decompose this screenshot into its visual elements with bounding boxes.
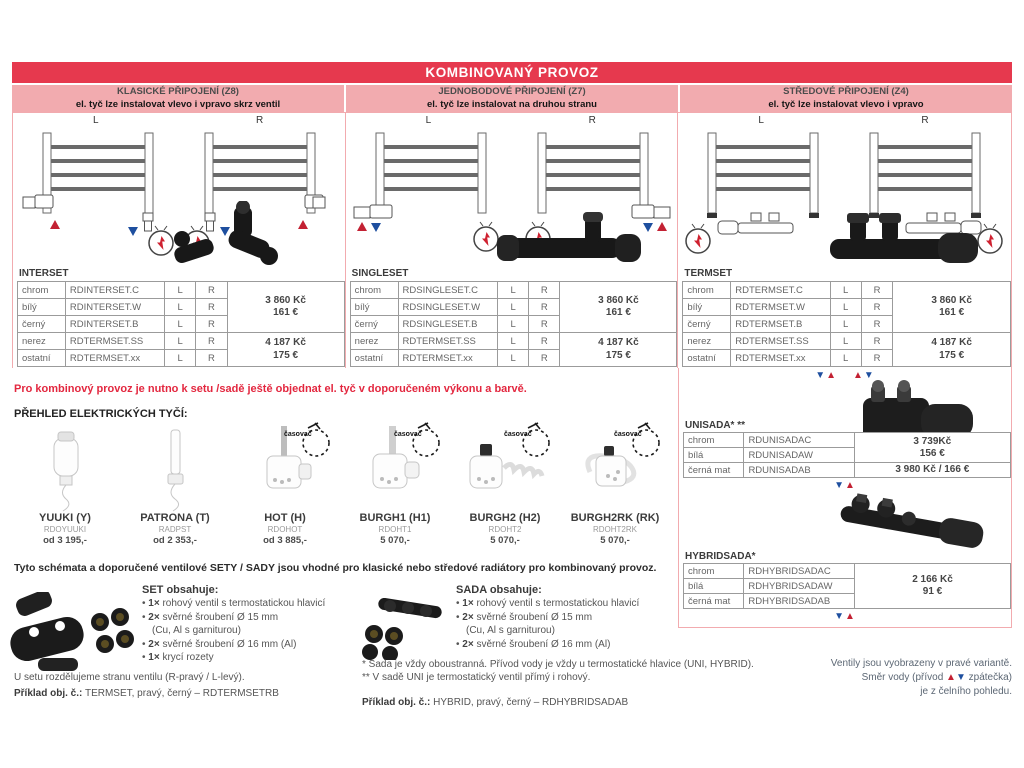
price-kc: 4 187 Kč — [931, 337, 972, 348]
item-qty: 1× — [148, 652, 160, 663]
flow-up-icon: ▲ — [946, 672, 956, 683]
left-variant-cell: L — [830, 316, 861, 333]
price-kc: 3 860 Kč — [598, 294, 639, 306]
code-cell: RDUNISADAB — [744, 463, 854, 478]
sada-contains-heading: SADA obsahuje: — [456, 584, 542, 596]
color-cell: ostatní — [683, 350, 731, 367]
color-cell: bílý — [18, 299, 66, 316]
item-text: krycí rozety — [162, 652, 214, 663]
rod-code: RDOHT2 — [488, 525, 522, 534]
color-cell: chrom — [684, 433, 744, 448]
column-header-singlepoint — [346, 85, 678, 112]
timer-label: časovač — [504, 431, 532, 438]
footnote-uni: ** V sadě UNI je termostatický ventil přímý i rohový. — [362, 672, 591, 683]
code-cell: RDHYBRIDSADAC — [744, 564, 855, 579]
left-variant-cell: L — [165, 350, 196, 367]
table-row — [683, 333, 1011, 350]
note-line2-pre: Směr vody (přívod — [861, 672, 947, 683]
list-item: • 2× svěrné šroubení Ø 15 mm — [142, 611, 279, 623]
list-item-continuation: (Cu, Al s garniturou) — [466, 625, 555, 636]
code-cell: RDTERMSET.SS — [731, 333, 830, 350]
right-variant-cell: R — [861, 282, 892, 299]
left-variant-cell: L — [498, 316, 529, 333]
right-variant-cell: R — [861, 316, 892, 333]
right-variant-cell: R — [196, 316, 227, 333]
table-row — [18, 282, 345, 299]
note-line2 — [782, 671, 1012, 685]
code-cell: RDTERMSET.SS — [65, 333, 164, 350]
example-label: Příklad obj. č.: — [362, 697, 431, 708]
flow-up-icon: ▲ — [853, 370, 864, 381]
column-subtitle: el. tyč lze instalovat na druhou stranu — [427, 98, 597, 110]
item-text: svěrné šroubení Ø 16 mm (Al) — [476, 638, 611, 650]
color-cell: ostatní — [18, 350, 66, 367]
code-cell: RDTERMSET.W — [731, 299, 830, 316]
table-row — [350, 333, 677, 350]
color-cell: bílý — [683, 299, 731, 316]
price-eur: 161 € — [939, 307, 965, 318]
price-cell — [560, 333, 677, 367]
column-subtitle: el. tyč lze instalovat vlevo i vpravo skrz ventil — [75, 98, 281, 110]
column-singlepoint — [346, 113, 679, 368]
left-variant-cell: L — [830, 350, 861, 367]
left-variant-cell: L — [830, 299, 861, 316]
diagram-left-label: L — [758, 115, 764, 126]
left-variant-cell: L — [165, 333, 196, 350]
price-cell — [560, 282, 677, 333]
footnote-sada: * Sada je vždy oboustranná. Přívod vody je vždy u termostatické hlavice (UNI, HYBRID). — [362, 659, 754, 670]
column-header-classic — [12, 85, 344, 112]
code-cell: RDINTERSET.C — [65, 282, 164, 299]
color-cell: černý — [18, 316, 66, 333]
termset-table — [682, 281, 1011, 367]
list-item: • 2× svěrné šroubení Ø 16 mm (Al) — [456, 638, 611, 650]
code-cell: RDINTERSET.B — [65, 316, 164, 333]
rod-name: HOT (H) — [264, 512, 306, 524]
rod-burgh1 — [340, 420, 450, 560]
price-kc: 2 166 Kč — [912, 574, 953, 585]
left-variant-cell: L — [498, 299, 529, 316]
rod-code: RDOHOT — [267, 525, 303, 534]
code-cell: RDTERMSET.xx — [398, 350, 498, 367]
color-cell: bílá — [684, 579, 744, 594]
rod-photo — [30, 420, 100, 512]
rod-price: 5 070,- — [490, 535, 520, 546]
item-qty: 1× — [148, 598, 160, 609]
rod-photo — [140, 420, 210, 512]
diagram-left-label: L — [425, 115, 432, 126]
rod-code: RDOHT1 — [378, 525, 412, 534]
flow-down-icon: ▼ — [815, 370, 827, 381]
code-cell: RDTERMSET.SS — [398, 333, 498, 350]
example-order-hybrid — [362, 697, 628, 708]
timer-icon — [394, 418, 448, 462]
color-cell: bílá — [684, 448, 744, 463]
left-variant-cell: L — [830, 282, 861, 299]
note-line3: je z čelního pohledu. — [920, 686, 1012, 697]
code-cell: RDTERMSET.xx — [65, 350, 164, 367]
price-cell — [893, 333, 1011, 367]
price-kc: 4 187 Kč — [265, 337, 306, 348]
rods-heading: PŘEHLED ELEKTRICKÝCH TYČÍ: — [14, 408, 188, 420]
list-item-continuation: (Cu, Al s garniturou) — [152, 625, 241, 636]
flow-up-icon: ▲ — [845, 480, 856, 491]
rod-code: RDOHT2RK — [592, 525, 637, 534]
combined-operation-note: Pro kombinový provoz je nutno k setu /sadě ještě objednat el. tyč v doporučeném výkonu a barvě. — [14, 383, 527, 395]
color-cell: bílý — [350, 299, 398, 316]
color-cell: nerez — [683, 333, 731, 350]
column-title: JEDNOBODOVÉ PŘIPOJENÍ (Z7) — [438, 86, 586, 98]
singleset-table — [350, 281, 678, 367]
timer-icon — [614, 418, 668, 462]
page-title: KOMBINOVANÝ PROVOZ — [12, 62, 1012, 83]
item-text: svěrné šroubení Ø 15 mm — [476, 611, 593, 623]
price-kc: 4 187 Kč — [598, 337, 639, 348]
list-item: • 2× svěrné šroubení Ø 16 mm (Al) — [142, 638, 297, 650]
left-variant-cell: L — [165, 316, 196, 333]
color-cell: černý — [683, 316, 731, 333]
flow-down-icon: ▼ — [834, 611, 845, 622]
rod-burgh2rk — [560, 420, 670, 560]
price-cell: 3 980 Kč / 166 € — [854, 463, 1010, 478]
right-variant-cell: R — [529, 299, 560, 316]
code-cell: RDSINGLESET.B — [398, 316, 498, 333]
column-classic — [13, 113, 346, 368]
electric-rods-row — [10, 420, 674, 560]
right-variant-cell: R — [196, 299, 227, 316]
code-cell: RDTERMSET.C — [731, 282, 830, 299]
schema-note: Tyto schémata a doporučené ventilové SETY / SADY jsou vhodné pro klasické nebo středové radiátory pro kombinovaný provoz. — [14, 562, 657, 574]
list-item: • 2× svěrné šroubení Ø 15 mm — [456, 611, 593, 623]
price-kc: 3 860 Kč — [931, 294, 972, 306]
note-line1: Ventily jsou vyobrazeny v pravé variantě. — [830, 658, 1012, 669]
column-header-central — [680, 85, 1012, 112]
color-cell: chrom — [683, 282, 731, 299]
set-name-singleset: SINGLESET — [351, 268, 409, 279]
color-cell: černý — [350, 316, 398, 333]
flow-down-icon: ▼ — [834, 480, 845, 491]
flow-up-icon: ▲ — [845, 611, 856, 622]
left-variant-cell: L — [830, 333, 861, 350]
right-variant-cell: R — [861, 350, 892, 367]
right-variant-cell: R — [196, 350, 227, 367]
price-eur: 161 € — [273, 307, 299, 318]
rod-price: od 3 195,- — [43, 535, 87, 546]
list-item: • 1× rohový ventil s termostatickou hlavicí — [142, 598, 326, 609]
hybridsada-product-photo — [836, 492, 996, 556]
left-variant-cell: L — [165, 282, 196, 299]
example-label: Příklad obj. č.: — [14, 688, 83, 699]
right-variant-cell: R — [196, 282, 227, 299]
rod-yuuki — [10, 420, 120, 560]
item-qty: 2× — [462, 638, 474, 650]
rod-name: BURGH2RK (RK) — [570, 512, 660, 524]
right-variant-cell: R — [861, 333, 892, 350]
rod-name: BURGH2 (H2) — [469, 512, 541, 524]
right-variant-cell: R — [529, 316, 560, 333]
diagram-right-label: R — [921, 115, 929, 126]
price-kc: 3 739Kč — [913, 435, 952, 447]
rod-name: PATRONA (T) — [140, 512, 210, 524]
price-cell — [227, 333, 344, 367]
price-eur: 175 € — [273, 349, 299, 361]
code-cell: RDUNISADAW — [744, 448, 854, 463]
set-contains-heading: SET obsahuje: — [142, 584, 219, 596]
item-qty: 1× — [462, 598, 474, 609]
left-variant-cell: L — [165, 299, 196, 316]
right-column-extension — [678, 368, 1012, 628]
sada-contains-block — [456, 584, 686, 651]
rod-price: od 2 353,- — [153, 535, 197, 546]
diagram-left-label: L — [93, 115, 99, 126]
table-row — [684, 463, 1011, 478]
unisada-table — [683, 432, 1011, 478]
color-cell: nerez — [18, 333, 66, 350]
column-title: KLASICKÉ PŘIPOJENÍ (Z8) — [117, 86, 239, 98]
color-cell: chrom — [18, 282, 66, 299]
code-cell: RDSINGLESET.C — [398, 282, 498, 299]
color-cell: černá mat — [684, 594, 744, 609]
color-cell: chrom — [350, 282, 398, 299]
example-text: TERMSET, pravý, černý – RDTERMSETRB — [82, 688, 279, 699]
sada-parts-photo — [352, 598, 452, 660]
price-cell — [854, 433, 1010, 463]
right-variant-cell: R — [529, 282, 560, 299]
price-eur: 175 € — [605, 349, 631, 361]
singleset-product-photo — [497, 208, 647, 273]
list-item: • 1× krycí rozety — [142, 652, 214, 663]
rod-burgh2 — [450, 420, 560, 560]
color-cell: ostatní — [350, 350, 398, 367]
color-cell: chrom — [684, 564, 744, 579]
list-item: • 1× rohový ventil s termostatickou hlavicí — [456, 598, 640, 609]
right-variant-cell: R — [861, 299, 892, 316]
valve-view-note — [782, 657, 1012, 699]
price-eur: 91 € — [922, 586, 943, 597]
left-variant-cell: L — [498, 333, 529, 350]
table-row — [18, 333, 345, 350]
code-cell: RDTERMSET.xx — [731, 350, 830, 367]
footnotes — [362, 658, 754, 684]
item-text: svěrné šroubení Ø 15 mm — [162, 611, 279, 623]
diagram-right-label: R — [256, 115, 264, 126]
price-kc: 3 860 Kč — [265, 294, 306, 306]
main-columns — [12, 112, 1012, 368]
right-variant-cell: R — [196, 333, 227, 350]
set-contains-block — [142, 584, 372, 665]
price-cell — [855, 564, 1011, 609]
example-text: HYBRID, pravý, černý – RDHYBRIDSADAB — [430, 697, 629, 708]
price-eur: 175 € — [939, 349, 965, 361]
right-variant-cell: R — [529, 350, 560, 367]
interset-table — [17, 281, 345, 367]
rod-price: od 3 885,- — [263, 535, 307, 546]
table-row — [683, 282, 1011, 299]
price-cell — [227, 282, 344, 333]
left-variant-cell: L — [498, 282, 529, 299]
code-cell: RDTERMSET.B — [731, 316, 830, 333]
flow-markers — [679, 611, 1011, 622]
item-text: rohový ventil s termostatickou hlavicí — [476, 598, 640, 609]
price-eur: 156 € — [919, 447, 945, 459]
note-line2-post: zpátečka) — [965, 672, 1012, 683]
flow-down-icon: ▼ — [863, 370, 875, 381]
rod-patrona — [120, 420, 230, 560]
rod-name: YUUKI (Y) — [39, 512, 91, 524]
right-variant-cell: R — [529, 333, 560, 350]
hybridsada-table — [683, 563, 1011, 609]
price-eur: 161 € — [605, 307, 631, 318]
column-central — [678, 113, 1011, 368]
item-text: rohový ventil s termostatickou hlavicí — [162, 598, 326, 609]
rod-hot — [230, 420, 340, 560]
set-name-interset: INTERSET — [19, 268, 69, 279]
item-text: svěrné šroubení Ø 16 mm (Al) — [162, 638, 297, 650]
timer-icon — [284, 418, 338, 462]
color-cell: nerez — [350, 333, 398, 350]
valve-side-note: U setu rozdělujeme stranu ventilu (R-pravý / L-levý). — [14, 672, 245, 683]
left-variant-cell: L — [498, 350, 529, 367]
rod-price: 5 070,- — [380, 535, 410, 546]
set-name-termset: TERMSET — [684, 268, 733, 279]
flow-down-icon: ▼ — [955, 672, 966, 683]
rod-code: RDOYUUKI — [43, 525, 87, 534]
diagram-right-label: R — [588, 115, 596, 126]
rod-name: BURGH1 (H1) — [359, 512, 431, 524]
code-cell: RDINTERSET.W — [65, 299, 164, 316]
table-row — [684, 564, 1011, 579]
hybridsada-name: HYBRIDSADA* — [685, 551, 756, 562]
code-cell: RDSINGLESET.W — [398, 299, 498, 316]
timer-icon — [504, 418, 558, 462]
timer-label: časovač — [394, 431, 422, 438]
item-qty: 2× — [148, 611, 160, 623]
set-parts-photo — [8, 592, 138, 677]
item-qty: 2× — [462, 611, 474, 623]
flow-markers — [679, 480, 1011, 491]
rod-price: 5 070,- — [600, 535, 630, 546]
timer-label: časovač — [614, 431, 642, 438]
column-title: STŘEDOVÉ PŘIPOJENÍ (Z4) — [783, 86, 909, 98]
termset-product-photo — [826, 205, 986, 273]
price-cell — [893, 282, 1011, 333]
code-cell: RDHYBRIDSADAB — [744, 594, 855, 609]
code-cell: RDUNISADAC — [744, 433, 854, 448]
interset-product-photo — [170, 201, 290, 273]
item-qty: 2× — [148, 638, 160, 650]
table-row — [684, 433, 1011, 448]
example-order-termset — [14, 688, 279, 699]
rod-code: RADPST — [158, 525, 192, 534]
code-cell: RDHYBRIDSADAW — [744, 579, 855, 594]
color-cell: černá mat — [684, 463, 744, 478]
table-row — [350, 282, 677, 299]
column-headers — [12, 85, 1012, 112]
column-subtitle: el. tyč lze instalovat vlevo i vpravo — [768, 98, 924, 110]
flow-up-icon: ▲ — [826, 370, 837, 381]
timer-label: časovač — [284, 431, 312, 438]
unisada-name: UNISADA* ** — [685, 420, 746, 431]
